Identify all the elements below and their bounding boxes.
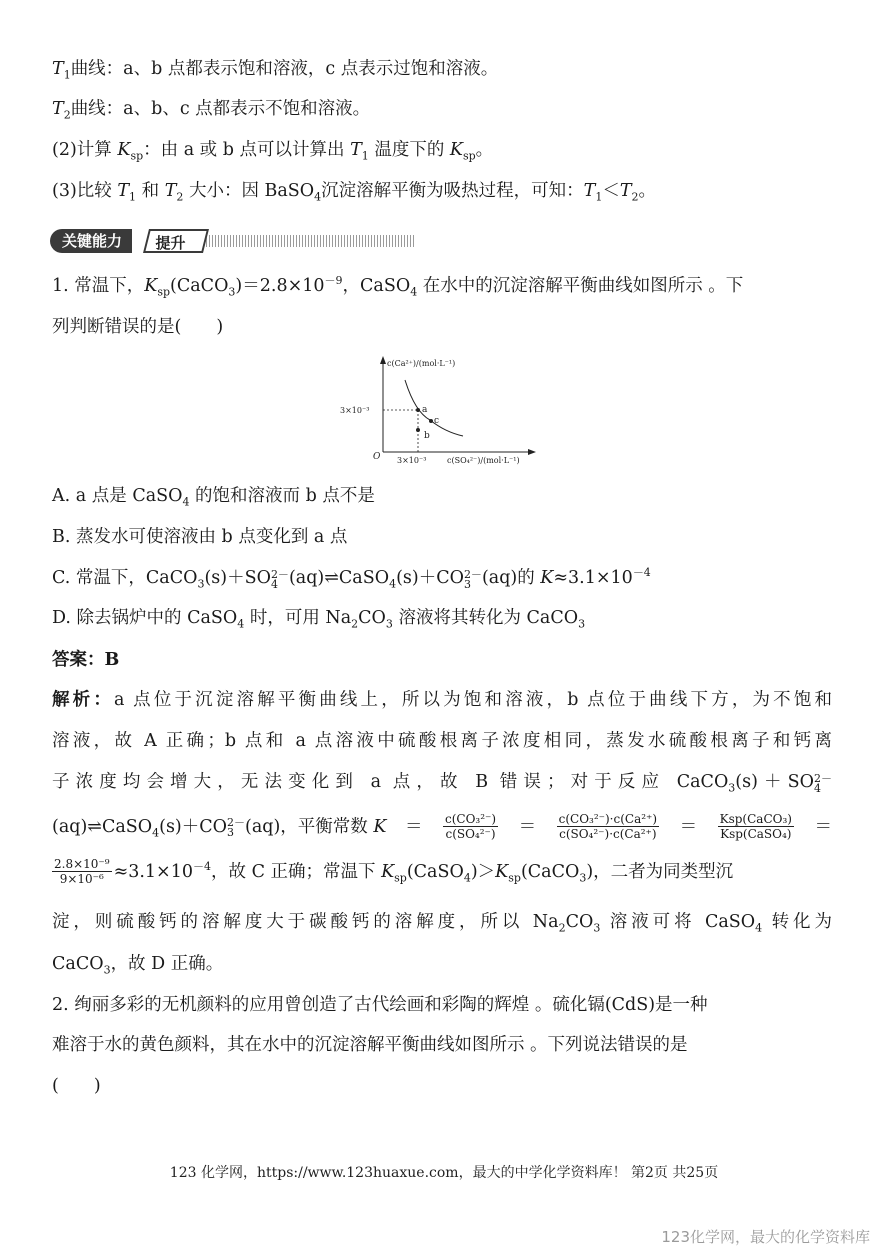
banner-tag-key-ability: 关键能力 [50, 229, 132, 253]
q2-stem-line-1: 2. 绚丽多彩的无机颜料的应用曾创造了古代绘画和彩陶的辉煌 。硫化镉(CdS)是一种 [52, 995, 708, 1015]
point-c-label: c [434, 416, 440, 426]
y-axis-label: c(Ca²⁺)/(mol·L⁻¹) [387, 359, 456, 368]
t1-curve-line: $T_1$曲线：a、b 点都表示饱和溶液，c 点表示过饱和溶液。 [52, 59, 499, 82]
x-axis-arrow [528, 449, 536, 455]
q1-answer: 答案：B [52, 650, 120, 670]
analysis-line-2: 溶液，故 A 正确；b 点和 a 点溶液中硫酸根离子浓度相同，蒸发水硫酸根离子和钙离 [52, 731, 832, 751]
fraction-3: $\frac{\text{Ksp(CaCO₃)}}{\text{Ksp(CaSO₄)}}$ [719, 812, 792, 841]
fraction-2: $\frac{\text{c(CO₃²⁻)·c(Ca²⁺)}}{\text{c(SO₄²⁻)·c(Ca²⁺)}}$ [558, 812, 658, 841]
point-b-label: b [424, 431, 430, 441]
q2-stem-line-2: 难溶于水的黄色颜料，其在水中的沉淀溶解平衡曲线如图所示 。下列说法错误的是 [52, 1035, 688, 1055]
analysis-line-3: 子浓度均会增大，无法变化到 a 点，故 B 错误；对于反应 CaCO$_3$(s)＋SO 2－ 4 [52, 771, 832, 795]
fraction-4: $\frac{\text{2.8×10⁻⁹}}{\text{9×10⁻⁶}}$ [54, 857, 110, 886]
y-tick-label: 3×10⁻³ [340, 406, 370, 415]
site-watermark: 123化学网，最大的化学资料库 [661, 1228, 870, 1246]
point-b [416, 428, 420, 432]
q1-solubility-graph [335, 352, 545, 470]
banner-stripes [200, 235, 415, 247]
point-a [416, 408, 420, 412]
analysis-line-1: 解析：a 点位于沉淀溶解平衡曲线上，所以为饱和溶液，b 点位于曲线下方，为不饱和 [52, 690, 833, 710]
fraction-1: $\frac{\text{c(CO₃²⁻)}}{\text{c(SO₄²⁻)}}$ [445, 812, 497, 841]
q2-stem-line-3: ( ) [52, 1076, 101, 1096]
y-axis-arrow [380, 356, 386, 364]
section-banner [50, 229, 415, 253]
x-tick-label: 3×10⁻³ [397, 456, 427, 465]
point-a-label: a [422, 405, 428, 415]
temperature-compare-line: (3)比较 $T_1$ 和 $T_2$ 大小：因 BaSO$_4$沉淀溶解平衡为吸热过程，可知：$T_1<T_2$。 [52, 181, 657, 204]
equilibrium-curve [405, 380, 463, 436]
analysis-line-4: (aq)⇌CaSO$_4$(s)＋CO 2－ 3 (aq)，平衡常数 K ＝ $\frac{\text{c(CO₃²⁻)}}{\text{c(SO₄²⁻)}}$ ＝ $\frac{\text{c(CO₃²⁻)·c(Ca²⁺)}}{\text{c(SO₄²⁻)·c(Ca²⁺)}}$ ＝ $\frac{\text{Ksp(CaCO₃)}}{\text{Ksp(CaSO₄)}}$ ＝ [52, 812, 832, 841]
analysis-line-6: 淀，则硫酸钙的溶解度大于碳酸钙的溶解度，所以 $Na_2CO_3$ 溶液可将 CaSO$_4$ 转化为 [52, 912, 832, 935]
banner-tag-improve: 提升 [143, 229, 209, 253]
q1-stem-line-2: 列判断错误的是( ) [52, 317, 224, 337]
analysis-line-5: $\frac{\text{2.8×10⁻⁹}}{\text{9×10⁻⁶}}$ $\approx 3.1\times 10^{-4}$，故 C 正确；常温下 $K_{sp}(CaSO_4)>K_{sp}(CaCO_3)$，二者为同类型沉 [54, 857, 734, 886]
point-c [429, 419, 433, 423]
q1-option-a: A. a 点是 CaSO$_4$ 的饱和溶液而 b 点不是 [52, 486, 375, 509]
analysis-line-7: CaCO$_3$，故 D 正确。 [52, 954, 224, 977]
ksp-calc-line: (2)计算 $K_{sp}$：由 a 或 b 点可以计算出 $T_1$ 温度下的 $K_{sp}$。 [52, 140, 494, 163]
origin-label: O [373, 452, 381, 462]
q1-option-b: B. 蒸发水可使溶液由 b 点变化到 a 点 [52, 527, 348, 547]
q1-option-d: D. 除去锅炉中的 CaSO$_4$ 时，可用 $Na_2CO_3$ 溶液将其转化为 CaCO$_3$ [52, 608, 586, 631]
q1-option-c: C. 常温下，CaCO$_3$(s)＋SO 2－ 4 (aq)⇌CaSO$_4$(s)＋CO 2－ 3 (aq)的 $K\approx 3.1\times 10^{-4}$ [52, 566, 651, 591]
x-axis-label: c(SO₄²⁻)/(mol·L⁻¹) [447, 456, 520, 465]
t2-curve-line: $T_2$曲线：a、b、c 点都表示不饱和溶液。 [52, 99, 371, 122]
page-footer: 123 化学网，https://www.123huaxue.com，最大的中学化学资料库！ 第2页 共25页 [169, 1165, 719, 1181]
q1-stem-line-1: 1. 常温下，$K_{sp}(CaCO_3)=2.8\times 10^{-9}$，CaSO$_4$ 在水中的沉淀溶解平衡曲线如图所示 。下 [52, 274, 744, 299]
